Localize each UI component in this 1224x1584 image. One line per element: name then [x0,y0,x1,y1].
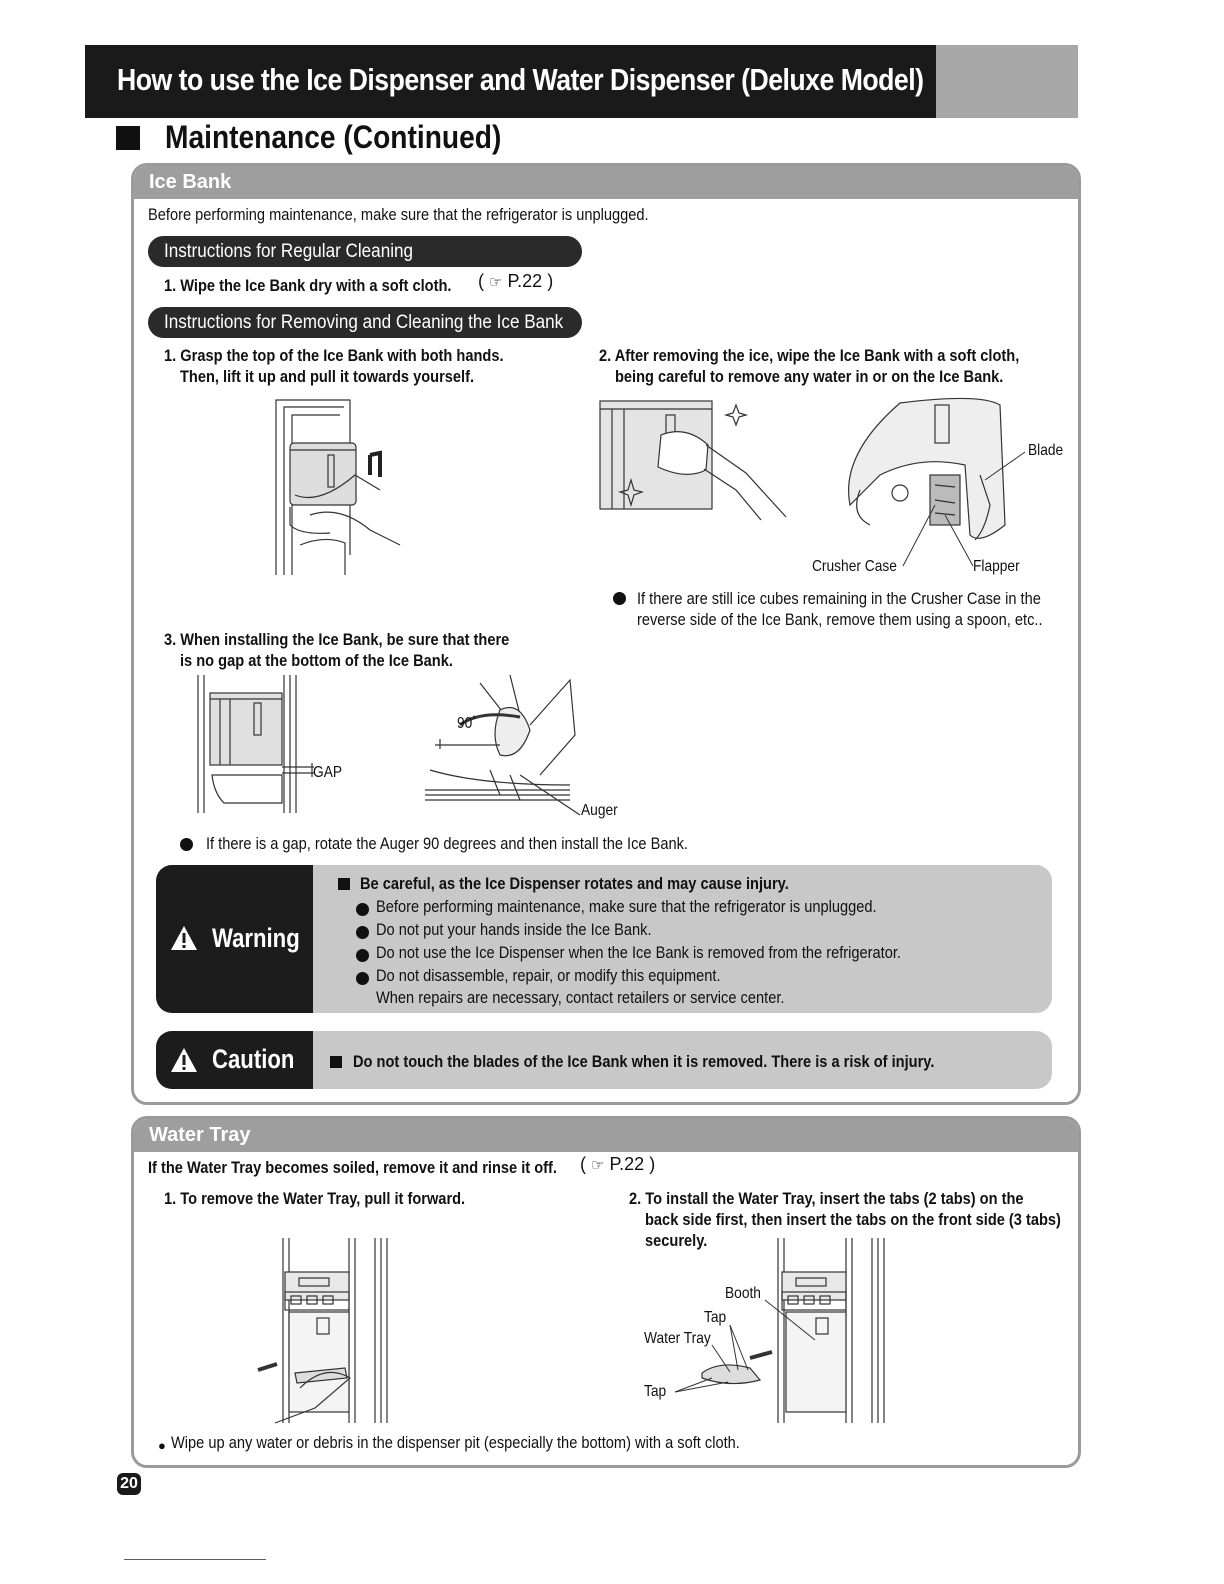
warning-item-3: Do not use the Ice Dispenser when the Ice Bank is removed from the refrigerator. [376,943,901,962]
label-water-tray: Water Tray [644,1330,711,1347]
removing-step1-line2: Then, lift it up and pull it towards yourself. [180,367,475,386]
water-tray-step2-line3: securely. [645,1231,708,1250]
warning-item-4: Do not disassemble, repair, or modify this equipment. [376,966,721,985]
water-tray-intro: If the Water Tray becomes soiled, remove it and rinse it off. [148,1158,557,1177]
warning-headline: Be careful, as the Ice Dispenser rotates and may cause injury. [360,874,789,893]
ice-bank-heading: Ice Bank [134,166,1078,199]
page-reference: ( ☞ P.22 ) [478,271,554,291]
ice-bank-intro: Before performing maintenance, make sure that the refrigerator is unplugged. [148,205,649,224]
removing-cleaning-pill: Instructions for Removing and Cleaning the Ice Bank [148,307,582,338]
removing-step2-line2: being careful to remove any water in or on the Ice Bank. [615,367,1004,386]
page-title: How to use the Ice Dispenser and Water Dispenser (Deluxe Model) [117,62,924,97]
water-tray-step2-line1: 2. To install the Water Tray, insert the tabs (2 tabs) on the [629,1189,1024,1208]
warning-title: Warning [212,923,300,953]
pointing-hand-icon: ☞ [591,1157,605,1174]
caution-title: Caution [212,1044,295,1074]
caution-text: Do not touch the blades of the Ice Bank when it is removed. There is a risk of injury. [353,1052,935,1071]
water-tray-heading: Water Tray [134,1119,1078,1152]
label-blade: Blade [1028,442,1064,459]
removing-step3-line2: is no gap at the bottom of the Ice Bank. [180,651,453,670]
label-tap-bottom: Tap [644,1383,667,1400]
label-gap: GAP [313,764,343,781]
removing-step2-line1: 2. After removing the ice, wipe the Ice Bank with a soft cloth, [599,346,1020,365]
note2-line1: If there are still ice cubes remaining in the Crusher Case in the [637,589,1041,608]
removing-step3-line1: 3. When installing the Ice Bank, be sure that there [164,630,510,649]
water-tray-step2-line2: back side first, then insert the tabs on the front side (3 tabs) [645,1210,1061,1229]
bottom-rule [124,1559,266,1560]
water-tray-footnote: Wipe up any water or debris in the dispenser pit (especially the bottom) with a soft cloth. [171,1433,740,1452]
note3: If there is a gap, rotate the Auger 90 degrees and then install the Ice Bank. [206,834,688,853]
label-booth: Booth [725,1285,761,1302]
label-crusher-case: Crusher Case [812,558,897,575]
section-title: Maintenance (Continued) [165,119,502,155]
note2-line2: reverse side of the Ice Bank, remove them using a spoon, etc.. [637,610,1043,629]
regular-cleaning-step1: 1. Wipe the Ice Bank dry with a soft cloth. [164,276,452,295]
footnote-bullet: ● [158,1438,166,1453]
warning-item-4-line2: When repairs are necessary, contact retailers or service center. [376,988,785,1007]
label-flapper: Flapper [973,558,1020,575]
label-tap-top: Tap [704,1309,727,1326]
page-number: 20 [117,1473,141,1495]
water-tray-page-reference: ( ☞ P.22 ) [580,1154,656,1174]
label-90-degrees: 90° [457,715,476,732]
warning-item-1: Before performing maintenance, make sure that the refrigerator is unplugged. [376,897,877,916]
pointing-hand-icon: ☞ [489,274,503,291]
warning-item-2: Do not put your hands inside the Ice Bank. [376,920,652,939]
water-tray-step1: 1. To remove the Water Tray, pull it forward. [164,1189,466,1208]
removing-step1-line1: 1. Grasp the top of the Ice Bank with both hands. [164,346,504,365]
regular-cleaning-pill: Instructions for Regular Cleaning [148,236,582,267]
label-auger: Auger [581,802,618,819]
